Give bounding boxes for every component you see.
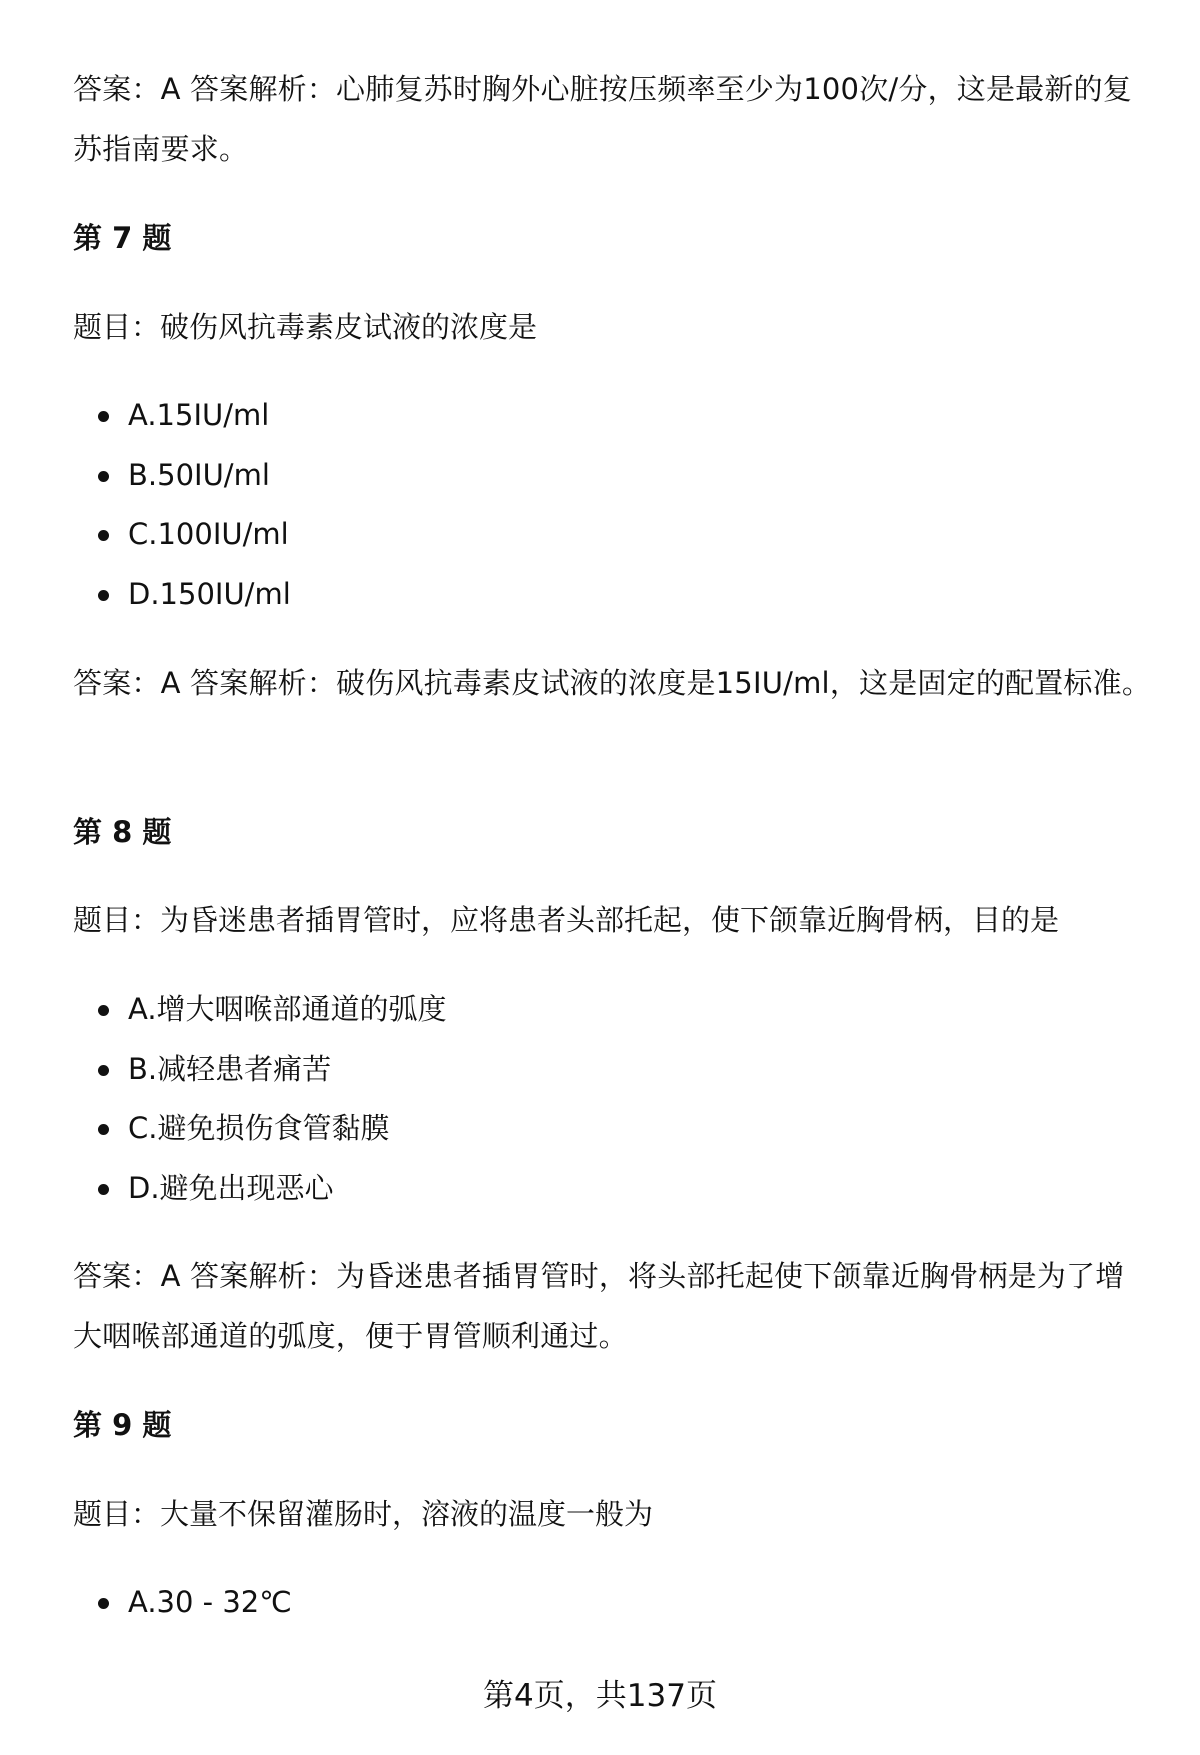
question-8-options	[0, 989, 447, 1227]
option-item	[0, 1582, 292, 1642]
bullet-icon	[98, 1598, 109, 1609]
bullet-icon	[98, 1005, 109, 1016]
option-item	[0, 395, 291, 455]
question-9-stem: 题目：大量不保留灌肠时，溶液的温度一般为	[73, 1497, 654, 1531]
option-label: D.150IU/ml	[128, 576, 291, 611]
option-label: A.增大咽喉部通道的弧度	[128, 992, 447, 1026]
option-label: A.30 - 32℃	[128, 1585, 292, 1619]
option-label: C.100IU/ml	[128, 517, 289, 551]
answer-q7: 答案：A 答案解析：破伤风抗毒素皮试液的浓度是15IU/ml，这是固定的配置标准。	[73, 666, 1152, 700]
option-label: D.避免出现恶心	[128, 1170, 334, 1205]
option-label: B.减轻患者痛苦	[128, 1051, 332, 1086]
bullet-icon	[98, 411, 109, 422]
page-footer: 第4页，共137页	[483, 1678, 717, 1714]
option-label: C.避免损伤食管黏膜	[128, 1111, 390, 1145]
option-item	[0, 989, 447, 1049]
bullet-icon	[98, 1184, 109, 1195]
option-item	[0, 514, 291, 574]
bullet-icon	[98, 1065, 109, 1076]
answer-q6: 答案：A 答案解析：心肺复苏时胸外心脏按压频率至少为100次/分，这是最新的复苏指南要求。	[73, 72, 1132, 166]
option-item	[0, 455, 291, 515]
option-item	[0, 1168, 447, 1228]
bullet-icon	[98, 471, 109, 482]
option-label: A.15IU/ml	[128, 398, 270, 432]
answer-q8: 答案：A 答案解析：为昏迷患者插胃管时，将头部托起使下颌靠近胸骨柄是为了增大咽喉部通道的弧度，便于胃管顺利通过。	[73, 1259, 1125, 1353]
question-9-options	[0, 1582, 292, 1642]
question-7-options	[0, 395, 291, 633]
bullet-icon	[98, 530, 109, 541]
bullet-icon	[98, 1124, 109, 1135]
option-item	[0, 1108, 447, 1168]
bullet-icon	[98, 590, 109, 601]
question-7-stem: 题目：破伤风抗毒素皮试液的浓度是	[73, 310, 538, 344]
option-item	[0, 1049, 447, 1109]
option-item	[0, 574, 291, 634]
question-8-stem: 题目：为昏迷患者插胃管时，应将患者头部托起，使下颌靠近胸骨柄，目的是	[73, 903, 1060, 937]
question-8-heading: 第 8 题	[73, 815, 172, 849]
option-label: B.50IU/ml	[128, 457, 270, 492]
question-7-heading: 第 7 题	[73, 221, 172, 255]
question-9-heading: 第 9 题	[73, 1408, 172, 1442]
